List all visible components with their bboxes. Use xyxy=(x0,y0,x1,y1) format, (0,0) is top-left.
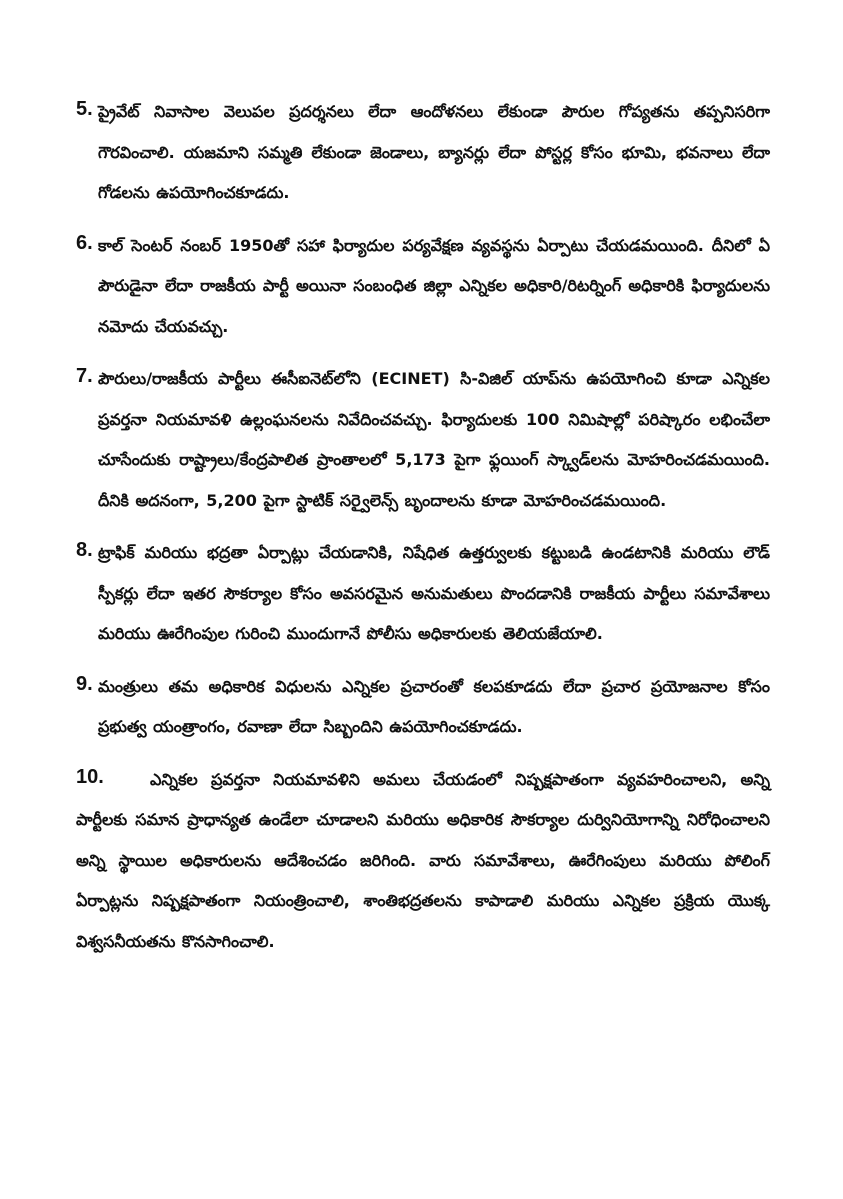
item-number: 7. xyxy=(76,365,93,387)
item-number: 10. xyxy=(76,765,104,788)
document-page xyxy=(76,92,770,974)
item-text: ప్రైవేట్ నివాసాల వెలుపల ప్రదర్శనలు లేదా ఆందోళనలు లేకుండా పౌరుల గోప్యతను తప్పనిసరిగా గౌరవించాలి. యజమాని సమ్మతి లేకుండా జెండాలు, బ్యానర్లు లేదా పోస్టర్ల కోసం భూమి, భవనాలు లేదా గోడలను ఉపయోగించకూడదు. xyxy=(98,102,770,202)
item-text: మంత్రులు తమ అధికారిక విధులను ఎన్నికల ప్రచారంతో కలపకూడదు లేదా ప్రచార ప్రయోజనాల కోసం ప్రభుత్వ యంత్రాంగం, రవాణా లేదా సిబ్బందిని ఉపయోగించకూడదు. xyxy=(98,676,770,736)
item-number: 8. xyxy=(76,539,93,561)
item-number: 5. xyxy=(76,98,93,120)
item-number: 9. xyxy=(76,672,93,695)
item-text: ట్రాఫిక్ మరియు భద్రతా ఏర్పాట్లు చేయడానికి, నిషేధిత ఉత్తర్వులకు కట్టుబడి ఉండటానికి మరియు లౌడ్ స్పీకర్లు లేదా ఇతర సౌకర్యాల కోసం అవసరమైన అనుమతులు పొందడానికి రాజకీయ పార్టీలు సమావేశాలు మరియు ఊరేగింపుల గురించి ముందుగానే పోలీసు అధికారులకు తెలియజేయాలి. xyxy=(98,543,770,643)
list-item-9 xyxy=(76,667,770,748)
list-item-6 xyxy=(76,226,770,348)
item-text: కాల్ సెంటర్ నంబర్ 1950తో సహా ఫిర్యాదుల పర్యవేక్షణ వ్యవస్థను ఏర్పాటు చేయడమయింది. దీనిలో ఏ పౌరుడైనా లేదా రాజకీయ పార్టీ అయినా సంబంధిత జిల్లా ఎన్నికల అధికారి/రిటర్నింగ్ అధికారికి ఫిర్యాదులను నమోదు చేయవచ్చు. xyxy=(98,235,770,336)
item-text: ఎన్నికల ప్రవర్తనా నియమావళిని అమలు చేయడంలో నిష్పక్షపాతంగా వ్యవహరించాలని, అన్ని పార్టీలకు సమాన ప్రాధాన్యత ఉండేలా చూడాలని మరియు అధికారిక సౌకర్యాల దుర్వినియోగాన్ని నిరోధించాలని అన్ని స్థాయిల అధికారులను ఆదేశించడం జరిగింది. వారు సమావేశాలు, ఊరేగింపులు మరియు పోలింగ్ ఏర్పాట్లను నిష్పక్షపాతంగా నియంత్రించాలి, శాంతిభద్రతలను కాపాడాలి మరియు ఎన్నికల ప్రక్రియ యొక్క విశ్వసనీయతను కొనసాగించాలి. xyxy=(76,769,770,951)
list-item-5 xyxy=(76,92,770,214)
item-text: పౌరులు/రాజకీయ పార్టీలు ఈసీఐనెట్‌లోని (ECINET) సి-విజిల్ యాప్‌ను ఉపయోగించి కూడా ఎన్నికల ప్రవర్తనా నియమావళి ఉల్లంఘనలను నివేదించవచ్చు. ఫిర్యాదులకు 100 నిమిషాల్లో పరిష్కారం లభించేలా చూసేందుకు రాష్ట్రాలు/కేంద్రపాలిత ప్రాంతాలలో 5,173 పైగా ఫ్లయింగ్ స్క్వాడ్‌లను మోహరించడమయింది. దీనికి అదనంగా, 5,200 పైగా స్టాటిక్ సర్వైలెన్స్ బృందాలను కూడా మోహరించడమయింది. xyxy=(98,369,770,510)
list-item-10 xyxy=(76,760,770,963)
list-item-8 xyxy=(76,533,770,655)
item-number: 6. xyxy=(76,231,93,254)
list-item-7 xyxy=(76,359,770,521)
